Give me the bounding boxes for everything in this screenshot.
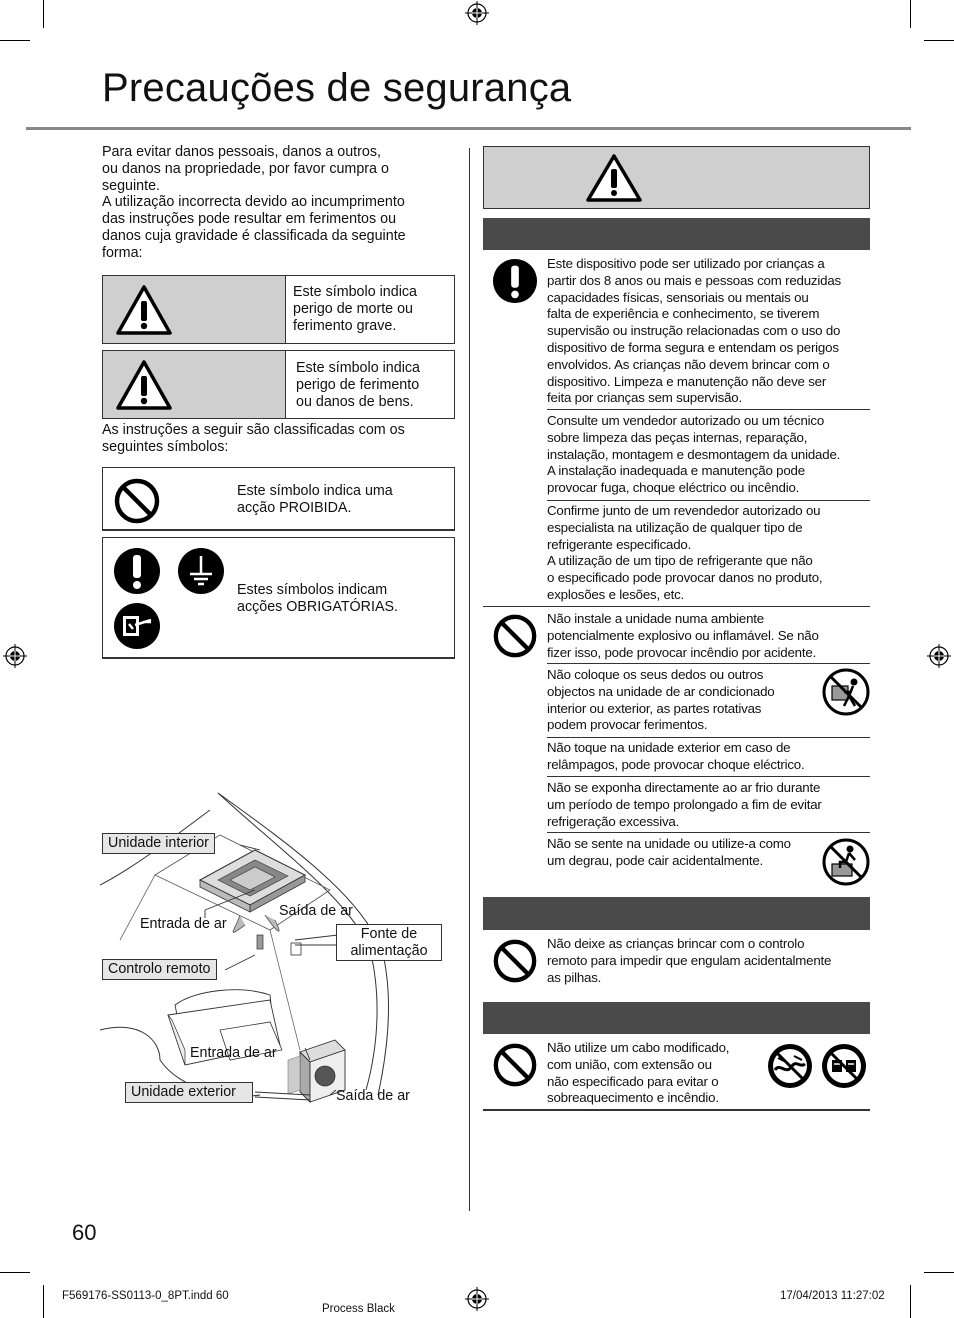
- registration-mark-icon: [465, 1287, 489, 1311]
- right-text: Não utilize um cabo modificado, com união, com extensão ou não especificado para evitar o sobreaquecimento e incêndio.: [547, 1040, 730, 1106]
- prohibited-legend-box: Este símbolo indica uma acção PROIBIDA.: [102, 467, 455, 531]
- caution-triangle-icon: [115, 359, 173, 411]
- label-air-inlet-outdoor: Entrada de ar: [190, 1045, 277, 1061]
- divider: [547, 832, 870, 833]
- prohibited-icon: [113, 477, 161, 525]
- no-extension-cable-icon: [820, 1042, 868, 1090]
- label-remote-control: Controlo remoto: [102, 959, 217, 980]
- divider: [547, 663, 870, 664]
- crop-mark: [43, 1285, 44, 1318]
- registration-mark-icon: [3, 644, 27, 668]
- no-fingers-icon: [822, 668, 870, 716]
- warning-legend-box: Este símbolo indica perigo de morte ou ferimento grave.: [102, 275, 455, 344]
- warning-triangle-icon: [585, 153, 643, 203]
- crop-mark: [0, 40, 30, 41]
- section-bar: [483, 218, 870, 250]
- divider: [547, 776, 870, 777]
- page-title: Precauções de segurança: [102, 66, 572, 110]
- divider: [547, 409, 870, 410]
- crop-mark: [924, 1272, 954, 1273]
- label-indoor-unit: Unidade interior: [102, 833, 215, 854]
- crop-mark: [910, 0, 911, 28]
- exclamation-icon: [492, 258, 538, 304]
- section-bar: [483, 1002, 870, 1034]
- warning-triangle-icon: [115, 284, 173, 336]
- right-text: Este dispositivo pode ser utilizado por crianças a partir dos 8 anos ou mais e pessoas com reduzidas capacidades físicas, sensoriais ou mentais ou falta de experiência e conhecimento, se tiverem supervisão ou instrução relacionadas com o uso do dispositivo de forma segura e entendam os perigos envolvidos. As crianças não devem brincar com o dispositivo. Limpeza e manutenção não deve ser feita por crianças sem supervisão.: [547, 256, 841, 406]
- caution-legend-box: Este símbolo indica perigo de ferimento ou danos de bens.: [102, 350, 455, 419]
- label-outdoor-unit: Unidade exterior: [125, 1082, 253, 1103]
- remote-control-illustration: [257, 935, 263, 949]
- right-text: Não deixe as crianças brincar com o controlo remoto para impedir que engulam acidentalmente as pilhas.: [547, 936, 832, 985]
- footer-date: 17/04/2013 11:27:02: [780, 1290, 885, 1302]
- classify-text: As instruções a seguir são classificadas com os seguintes símbolos:: [102, 422, 405, 455]
- registration-mark-icon: [465, 1, 489, 25]
- prohibited-icon: [492, 938, 538, 984]
- ground-icon: [177, 547, 225, 595]
- registration-mark-icon: [927, 644, 951, 668]
- mandatory-legend-box: Estes símbolos indicam acções OBRIGATÓRIAS.: [102, 537, 455, 659]
- divider: [547, 500, 870, 501]
- section-bar: [483, 897, 870, 930]
- right-text: Consulte um vendedor autorizado ou um técnico sobre limpeza das peças internas, reparação, instalação, montagem e desmontagem da unidade. A instalação inadequada e manutenção pode provocar fuga, choque eléctrico ou incêndio.: [547, 413, 841, 496]
- exclamation-icon: [113, 547, 161, 595]
- footer-filename: F569176-SS0113-0_8PT.indd 60: [62, 1290, 229, 1302]
- right-text: Confirme junto de um revendedor autorizado ou especialista na utilização de qualquer tipo de refrigerante especificado. A utilização de um tipo de refrigerante que não o especificado pode provocar danos no produto, explosões e lesões, etc.: [547, 503, 823, 602]
- title-rule: [26, 127, 911, 130]
- page-number: 60: [72, 1220, 97, 1245]
- crop-mark: [43, 0, 44, 28]
- footer-color: Process Black: [322, 1303, 395, 1315]
- right-text: Não coloque os seus dedos ou outros objectos na unidade de ar condicionado interior ou exterior, as partes rotativas podem provocar ferimentos.: [547, 667, 775, 733]
- label-air-outlet-outdoor: Saída de ar: [336, 1088, 410, 1104]
- no-sitting-icon: [822, 838, 870, 886]
- right-text: Não se sente na unidade ou utilize-a como um degrau, pode cair acidentalmente.: [547, 836, 791, 868]
- crop-mark: [910, 1285, 911, 1318]
- divider: [483, 606, 870, 607]
- label-air-outlet: Saída de ar: [279, 903, 353, 919]
- no-modified-cable-icon: [766, 1042, 814, 1090]
- label-power-supply: Fonte de alimentação: [336, 924, 442, 961]
- right-text: Não se exponha directamente ao ar frio durante um período de tempo prolongado a fim de evitar refrigeração excessiva.: [547, 780, 822, 829]
- warning-header-box: [483, 146, 870, 209]
- label-air-inlet: Entrada de ar: [140, 916, 227, 932]
- prohibited-icon: [492, 1042, 538, 1088]
- prohibited-icon: [492, 613, 538, 659]
- divider: [547, 737, 870, 738]
- unplug-icon: [113, 602, 161, 650]
- intro-text: Para evitar danos pessoais, danos a outros, ou danos na propriedade, por favor cumpra o seguinte. A utilização incorrecta devido ao incumprimento das instruções pode resultar em ferimentos ou danos cuja gravidade é classificada da seguinte forma:: [102, 144, 406, 261]
- column-divider: [469, 148, 470, 1211]
- divider: [483, 1109, 870, 1111]
- crop-mark: [924, 40, 954, 41]
- right-text: Não toque na unidade exterior em caso de relâmpagos, pode provocar choque eléctrico.: [547, 740, 805, 772]
- crop-mark: [0, 1272, 30, 1273]
- right-text: Não instale a unidade numa ambiente potencialmente explosivo ou inflamável. Se não fizer isso, pode provocar incêndio por acidente.: [547, 611, 819, 660]
